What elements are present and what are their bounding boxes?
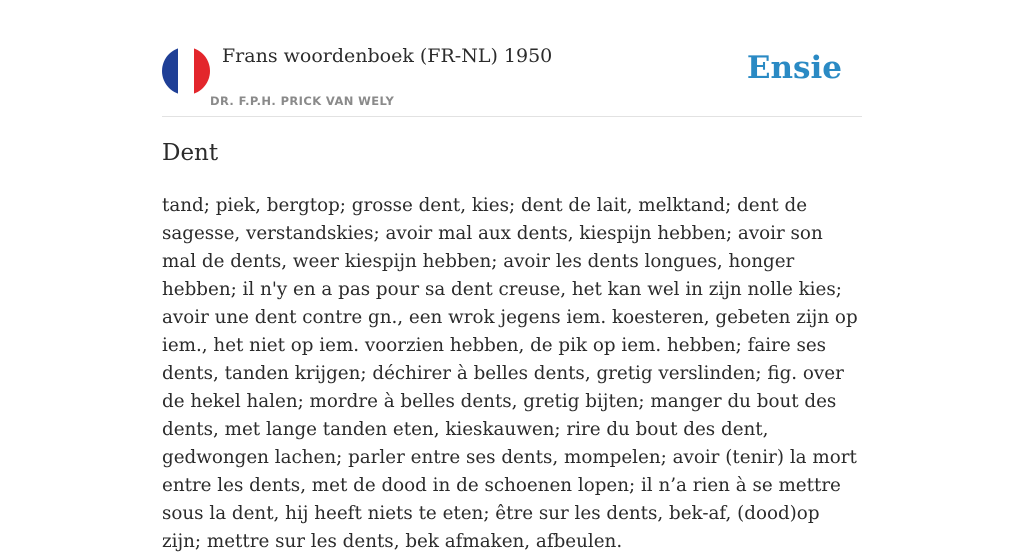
brand-logo[interactable]: Ensie xyxy=(746,50,842,86)
dictionary-title[interactable]: Frans woordenboek (FR-NL) 1950 xyxy=(222,45,553,67)
dictionary-header xyxy=(162,0,862,117)
flag-stripe-blue xyxy=(162,47,178,95)
flag-stripe-red xyxy=(194,47,210,95)
dictionary-author: DR. F.P.H. PRICK VAN WELY xyxy=(210,94,395,108)
dictionary-card xyxy=(162,0,862,552)
entry-term: Dent xyxy=(162,140,219,166)
entry-definition: tand; piek, bergtop; grosse dent, kies; dent de lait, melktand; dent de sagesse, verstandskies; avoir mal aux dents, kiespijn hebben; avoir son mal de dents, weer kiespijn hebben; avoir les dents longues, honger hebben; il n'y en a pas pour sa dent creuse, het kan wel in zijn nolle kies; avoir une dent contre gn., een wrok jegens iem. koesteren, gebeten zijn op iem., het niet op iem. voorzien hebben, de pik op iem. hebben; faire ses dents, tanden krijgen; déchirer à belles dents, gretig verslinden; fig. over de hekel halen; mordre à belles dents, gretig bijten; manger du bout des dents, met lange tanden eten, kieskauwen; rire du bout des dent, gedwongen lachen; parler entre ses dents, mompelen; avoir (tenir) la mort entre les dents, met de dood in de schoenen lopen; il n’a rien à se mettre sous la dent, hij heeft niets te eten; être sur les dents, bek-af, (dood)op zijn; mettre sur les dents, bek afmaken, afbeulen. xyxy=(162,195,858,552)
flag-stripe-white xyxy=(178,47,194,95)
french-flag-icon xyxy=(162,47,210,95)
